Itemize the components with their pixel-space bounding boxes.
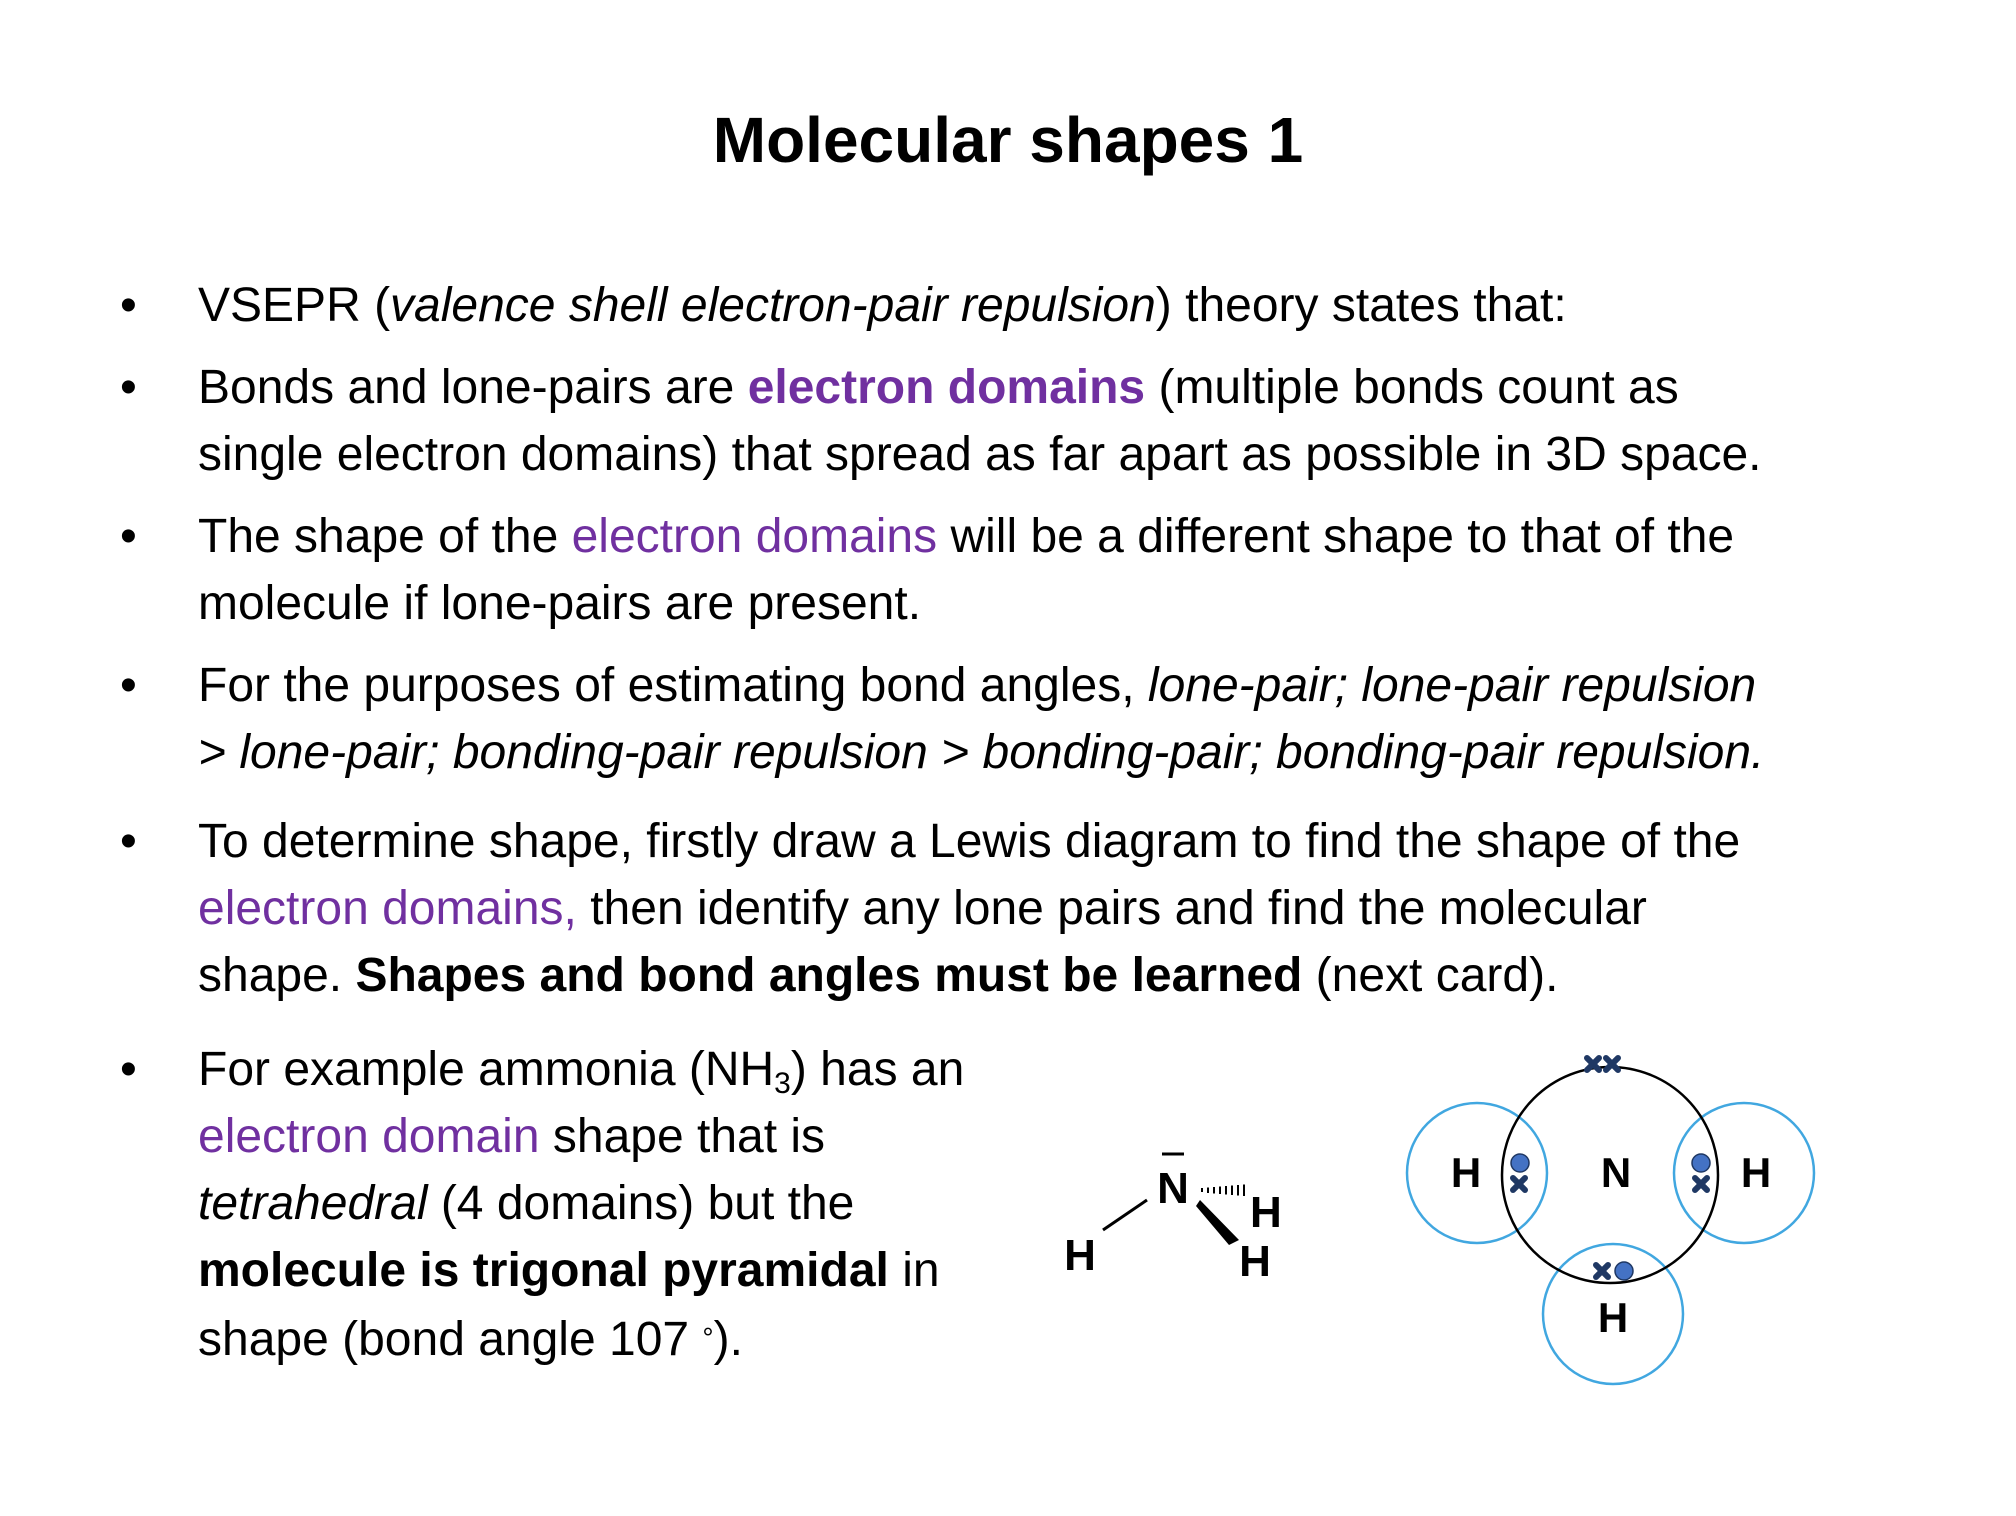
bullet-dot: • <box>120 815 137 868</box>
text-run: shape (bond angle 107 <box>198 1313 703 1366</box>
text-run: will be a different shape to that of the <box>937 510 1735 563</box>
atom-h-label: H <box>1250 1188 1282 1237</box>
bond-hashed <box>1202 1185 1244 1197</box>
electron-dot <box>1511 1154 1529 1172</box>
text-run: For example ammonia (NH <box>198 1043 775 1096</box>
term-electron-domains: electron domains, <box>198 882 577 935</box>
electron-cross <box>1513 1178 1525 1190</box>
atom-h-label: H <box>1239 1237 1271 1286</box>
bullet-dot: • <box>120 361 137 414</box>
bullet-text <box>198 1036 1098 1373</box>
term-electron-domains: electron domains <box>571 510 938 563</box>
bullet-text <box>198 503 2016 637</box>
electron-cross <box>1596 1265 1608 1277</box>
emphasis-learned: Shapes and bond angles must be learned <box>355 949 1303 1002</box>
text-run: > lone-pair; bonding-pair repulsion > bonding-pair; bonding-pair repulsion. <box>198 726 1765 779</box>
text-run: then identify any lone pairs and find the molecular <box>576 882 1647 935</box>
degree-symbol: ° <box>702 1322 714 1353</box>
atom-h-label: H <box>1597 1294 1629 1341</box>
bullet-text <box>198 354 2016 488</box>
text-run: To determine shape, firstly draw a Lewis diagram to find the shape of the <box>198 815 1741 868</box>
bullet-dot: • <box>120 510 137 563</box>
text-run: ) has an <box>790 1043 965 1096</box>
text-run: ) theory states that: <box>1155 279 1567 332</box>
text-run: shape that is <box>539 1110 826 1163</box>
bullet-text <box>198 272 2016 339</box>
electron-dot <box>1692 1154 1710 1172</box>
subscript: 3 <box>774 1067 791 1100</box>
electron-cross <box>1695 1178 1707 1190</box>
bullet-dot: • <box>120 1043 137 1096</box>
emphasis-trigonal-pyramidal: molecule is trigonal pyramidal <box>198 1244 889 1297</box>
text-run: shape. <box>198 949 356 1002</box>
bullet-text <box>198 808 2016 1009</box>
atom-h-label: H <box>1064 1231 1096 1280</box>
bullet-text <box>198 652 2016 786</box>
text-run: in <box>888 1244 940 1297</box>
atom-h-label: H <box>1740 1149 1772 1196</box>
text-run: VSEPR ( <box>198 279 391 332</box>
vsepr-expansion: valence shell electron-pair repulsion <box>390 279 1156 332</box>
text-run: ). <box>713 1313 743 1366</box>
bullet-dot: • <box>120 659 137 712</box>
ammonia-dot-cross-diagram <box>1380 1050 1840 1390</box>
text-run: single electron domains) that spread as far apart as possible in 3D space. <box>198 428 1762 481</box>
atom-n-label: N <box>1600 1149 1632 1196</box>
text-run: Bonds and lone-pairs are <box>198 361 748 414</box>
atom-h-label: H <box>1450 1149 1482 1196</box>
term-tetrahedral: tetrahedral <box>198 1177 428 1230</box>
term-electron-domains: electron domains <box>747 361 1146 414</box>
text-run: For the purposes of estimating bond angles, <box>198 659 1148 712</box>
text-run: (4 domains) but the <box>427 1177 855 1230</box>
term-electron-domain: electron domain <box>198 1110 540 1163</box>
text-run: The shape of the <box>198 510 572 563</box>
atom-n-label: N <box>1157 1164 1189 1213</box>
electron-dot <box>1615 1262 1633 1280</box>
bond-plain <box>1103 1200 1147 1230</box>
text-run: molecule if lone-pairs are present. <box>198 577 922 630</box>
text-run: lone-pair; lone-pair repulsion <box>1147 659 1757 712</box>
text-run: (multiple bonds count as <box>1145 361 1679 414</box>
bullet-dot: • <box>120 279 137 332</box>
ammonia-wedge-diagram <box>1055 1130 1335 1310</box>
bond-wedge <box>1196 1200 1239 1245</box>
slide-title: Molecular shapes 1 <box>712 104 1304 176</box>
text-run: (next card). <box>1302 949 1559 1002</box>
